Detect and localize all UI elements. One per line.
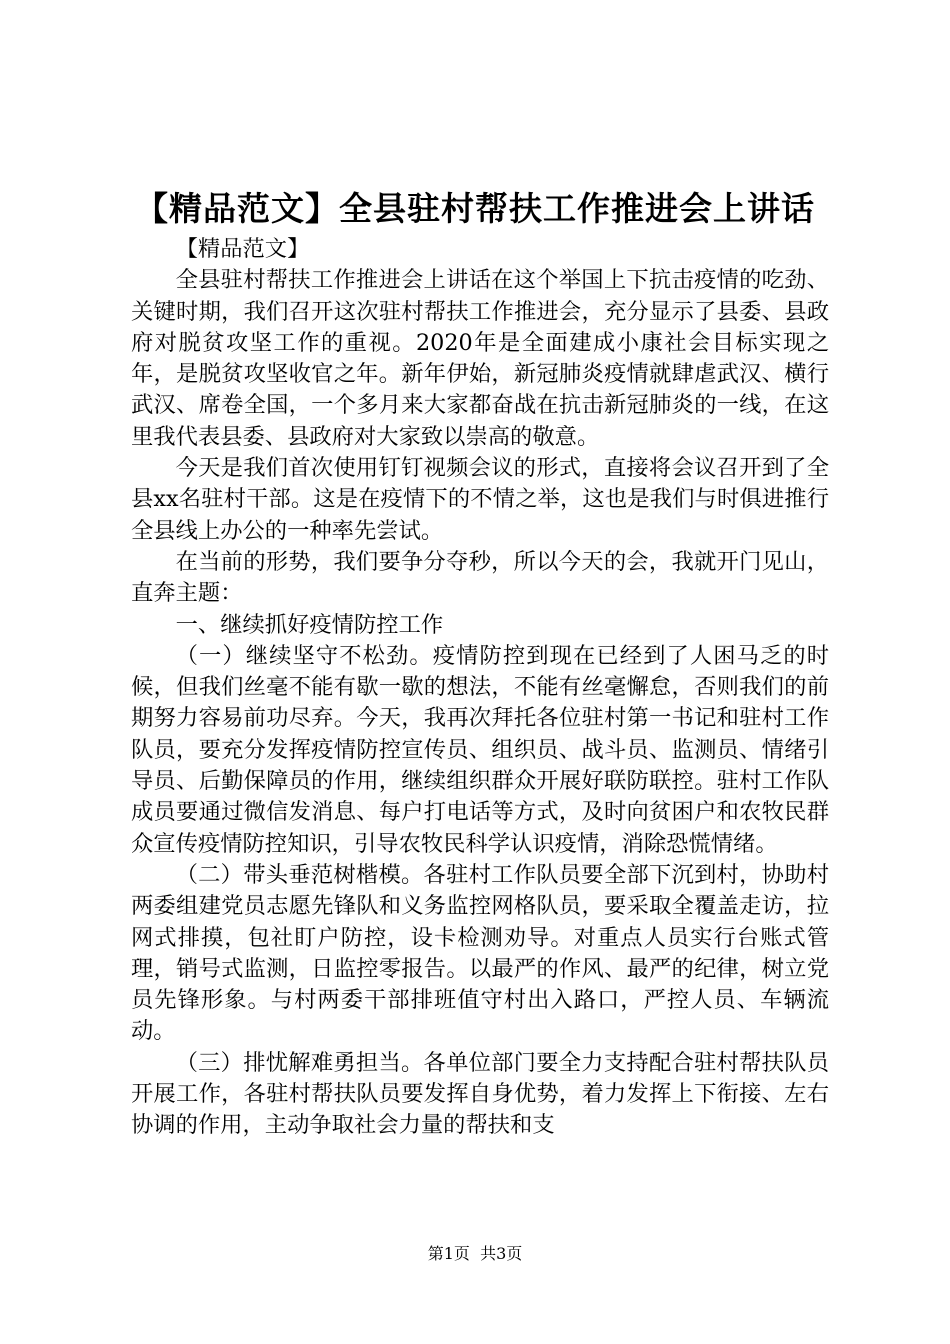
page-footer	[0, 1244, 950, 1264]
section-heading-1: 一、继续抓好疫情防控工作	[175, 611, 444, 638]
paragraph-tag-label: 【精品范文】	[175, 236, 310, 262]
paragraph-item-3: （三）排忧解难勇担当。各单位部门要全力支持配合驻村帮扶队员开展工作，各驻村帮扶队员要发挥自身优势，着力发挥上下衔接、左右协调的作用，主动争取社会力量的帮扶和支	[131, 1049, 829, 1139]
page-number-info: 第1页 共3页	[427, 1244, 523, 1263]
paragraph-video-meeting: 今天是我们首次使用钉钉视频会议的形式，直接将会议召开到了全县xx名驻村干部。这是在疫情下的不情之举，这也是我们与时俱进推行全县线上办公的一种率先尝试。	[131, 455, 829, 544]
paragraph-intro: 全县驻村帮扶工作推进会上讲话在这个举国上下抗击疫情的吃劲、关键时期，我们召开这次驻村帮扶工作推进会，充分显示了县委、县政府对脱贫攻坚工作的重视。2020年是全面建成小康社会目标实现之年，是脱贫攻坚收官之年。新年伊始，新冠肺炎疫情就肆虐武汉、横行武汉、席卷全国，一个多月来大家都奋战在抗击新冠肺炎的一线，在这里我代表县委、县政府对大家致以崇高的敬意。	[131, 267, 829, 450]
paragraph-current-situation: 在当前的形势，我们要争分夺秒，所以今天的会，我就开门见山，直奔主题：	[131, 548, 829, 607]
document-body	[131, 234, 829, 1142]
paragraph-item-2: （二）带头垂范树楷模。各驻村工作队员要全部下沉到村，协助村两委组建党员志愿先锋队和义务监控网格队员，要采取全覆盖走访，拉网式排摸，包社盯户防控，设卡检测劝导。对重点人员实行台账式管理，销号式监测，日监控零报告。以最严的作风、最严的纪律，树立党员先锋形象。与村两委干部排班值守村出入路口，严控人员、车辆流动。	[131, 861, 829, 1045]
paragraph-item-1: （一）继续坚守不松劲。疫情防控到现在已经到了人困马乏的时候，但我们丝毫不能有歇一歇的想法，不能有丝毫懈怠，否则我们的前期努力容易前功尽弃。今天，我再次拜托各位驻村第一书记和驻村工作队员，要充分发挥疫情防控宣传员、组织员、战斗员、监测员、情绪引导员、后勤保障员的作用，继续组织群众开展好联防联控。驻村工作队成员要通过微信发消息、每户打电话等方式，及时向贫困户和农牧民群众宣传疫情防控知识，引导农牧民科学认识疫情，消除恐慌情绪。	[131, 642, 829, 857]
document-title: 【精品范文】全县驻村帮扶工作推进会上讲话	[135, 189, 815, 228]
